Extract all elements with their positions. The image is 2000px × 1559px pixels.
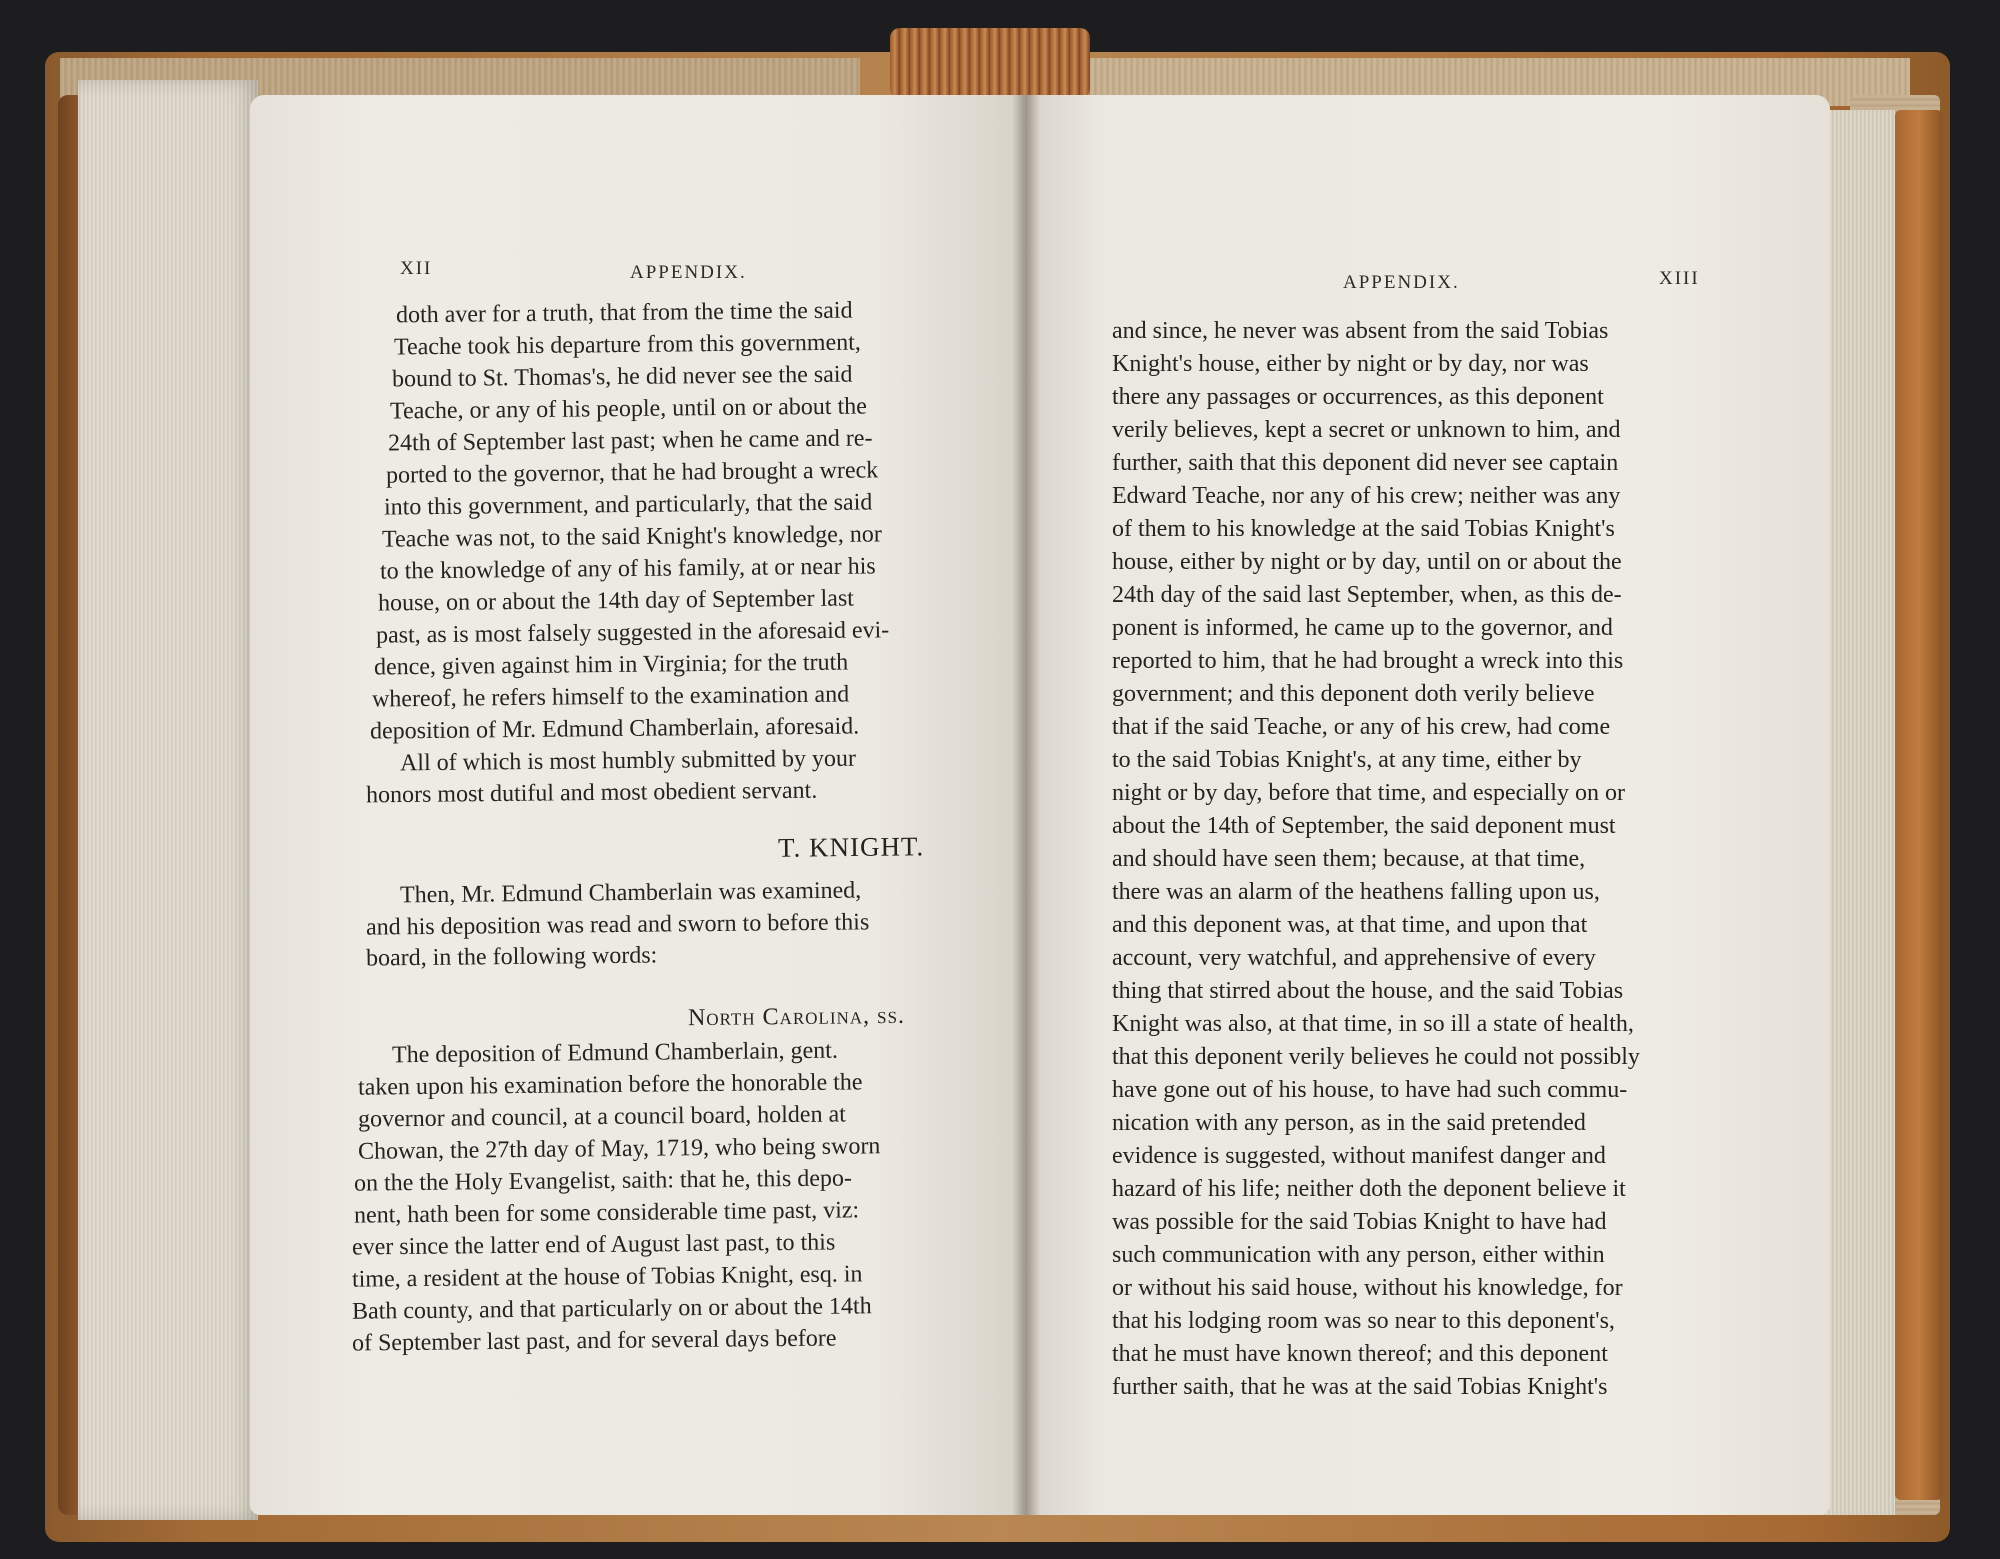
- text-line: thing that stirred about the house, and the said Tobias: [1112, 978, 1624, 1004]
- text-line: and since, he never was absent from the said Tobias: [1112, 318, 1609, 344]
- text-line: to the said Tobias Knight's, at any time, either by: [1112, 747, 1582, 773]
- text-line: evidence is suggested, without manifest danger and: [1112, 1143, 1606, 1169]
- book-gutter: [1012, 95, 1040, 1515]
- right-running-head: APPENDIX.: [1343, 272, 1460, 293]
- text-line: nication with any person, as in the said pretended: [1112, 1110, 1586, 1136]
- text-line: whereof, he refers himself to the examination and: [371, 681, 850, 713]
- text-line: past, as is most falsely suggested in the aforesaid evi-: [375, 617, 890, 649]
- venue-heading: North Carolina, ss.: [687, 1002, 906, 1032]
- leather-binding-right: [1895, 110, 1943, 1500]
- text-line: to the knowledge of any of his family, at or near his: [379, 553, 876, 585]
- text-line: such communication with any person, either within: [1112, 1242, 1605, 1268]
- text-line: government; and this deponent doth verily believe: [1112, 681, 1595, 707]
- text-line: there was an alarm of the heathens falling upon us,: [1112, 879, 1600, 905]
- text-line: 24th day of the said last September, when, as this de-: [1112, 582, 1622, 608]
- text-line: All of which is most humbly submitted by your: [399, 745, 857, 777]
- text-line: reported to him, that he had brought a wreck into this: [1112, 648, 1624, 674]
- text-line: ported to the governor, that he had brought a wreck: [385, 457, 879, 489]
- right-page-number: XIII: [1659, 268, 1700, 289]
- text-line: Knight's house, either by night or by day, nor was: [1112, 351, 1589, 377]
- text-line: that if the said Teache, or any of his crew, had come: [1112, 714, 1611, 740]
- text-line: verily believes, kept a secret or unknown to him, and: [1112, 417, 1621, 443]
- signature-t-knight: T. KNIGHT.: [777, 831, 925, 863]
- text-line: house, on or about the 14th day of September last: [377, 585, 855, 617]
- text-line: that his lodging room was so near to this deponent's,: [1112, 1308, 1615, 1334]
- text-line: time, a resident at the house of Tobias Knight, esq. in: [351, 1261, 863, 1293]
- text-line: there any passages or occurrences, as this deponent: [1112, 384, 1604, 410]
- left-page-number: XII: [400, 258, 433, 279]
- text-line: of them to his knowledge at the said Tobias Knight's: [1112, 516, 1615, 542]
- text-line: into this government, and particularly, that the said: [383, 489, 873, 521]
- spine-headband: [890, 28, 1090, 98]
- text-line: Knight was also, at that time, in so ill a state of health,: [1112, 1011, 1634, 1037]
- text-line: and this deponent was, at that time, and upon that: [1112, 912, 1588, 938]
- text-line: bound to St. Thomas's, he did never see the said: [391, 361, 853, 393]
- text-line: honors most dutiful and most obedient servant.: [365, 777, 818, 809]
- text-line: The deposition of Edmund Chamberlain, gent.: [391, 1037, 839, 1069]
- text-line: and his deposition was read and sworn to before this: [365, 909, 870, 941]
- text-line: have gone out of his house, to have had such commu-: [1112, 1077, 1628, 1103]
- text-line: account, very watchful, and apprehensive of every: [1112, 945, 1596, 971]
- text-line: further, saith that this deponent did never see captain: [1112, 450, 1619, 476]
- text-line: house, either by night or by day, until on or about the: [1112, 549, 1622, 575]
- text-line: ponent is informed, he came up to the governor, and: [1112, 615, 1613, 641]
- text-line: Bath county, and that particularly on or about the 14th: [351, 1293, 872, 1325]
- text-line: board, in the following words:: [365, 942, 658, 972]
- left-running-head: APPENDIX.: [630, 262, 747, 283]
- text-line: 24th of September last past; when he came and re-: [387, 425, 873, 457]
- text-line: Teache took his departure from this government,: [393, 329, 861, 361]
- text-line: about the 14th of September, the said deponent must: [1112, 813, 1616, 839]
- text-line: that this deponent verily believes he could not possibly: [1112, 1044, 1640, 1070]
- text-line: Chowan, the 27th day of May, 1719, who being sworn: [357, 1133, 881, 1165]
- text-line: doth aver for a truth, that from the time the said: [395, 297, 853, 329]
- text-line: dence, given against him in Virginia; for the truth: [373, 649, 849, 681]
- text-line: Teache, or any of his people, until on or about the: [389, 393, 867, 425]
- text-line: further saith, that he was at the said Tobias Knight's: [1112, 1374, 1608, 1400]
- text-line: and should have seen them; because, at that time,: [1112, 846, 1586, 872]
- text-line: Edward Teache, nor any of his crew; neither was any: [1112, 483, 1621, 509]
- text-line: night or by day, before that time, and especially on or: [1112, 780, 1625, 806]
- text-line: nent, hath been for some considerable time past, viz:: [353, 1197, 860, 1229]
- text-line: hazard of his life; neither doth the deponent believe it: [1112, 1176, 1626, 1202]
- text-line: or without his said house, without his knowledge, for: [1112, 1275, 1623, 1301]
- text-line: taken upon his examination before the honorable the: [357, 1069, 863, 1101]
- text-line: ever since the latter end of August last past, to this: [351, 1229, 836, 1261]
- page-edges-left: [78, 80, 258, 1520]
- text-line: deposition of Mr. Edmund Chamberlain, aforesaid.: [369, 713, 860, 745]
- text-line: Teache was not, to the said Knight's knowledge, nor: [381, 521, 882, 553]
- text-line: was possible for the said Tobias Knight to have had: [1112, 1209, 1607, 1235]
- text-line: governor and council, at a council board, holden at: [357, 1101, 846, 1133]
- text-line: Then, Mr. Edmund Chamberlain was examined,: [399, 877, 862, 909]
- text-line: on the the Holy Evangelist, saith: that he, this depo-: [353, 1165, 853, 1197]
- text-line: that he must have known thereof; and this deponent: [1112, 1341, 1608, 1367]
- text-line: of September last past, and for several days before: [351, 1325, 837, 1357]
